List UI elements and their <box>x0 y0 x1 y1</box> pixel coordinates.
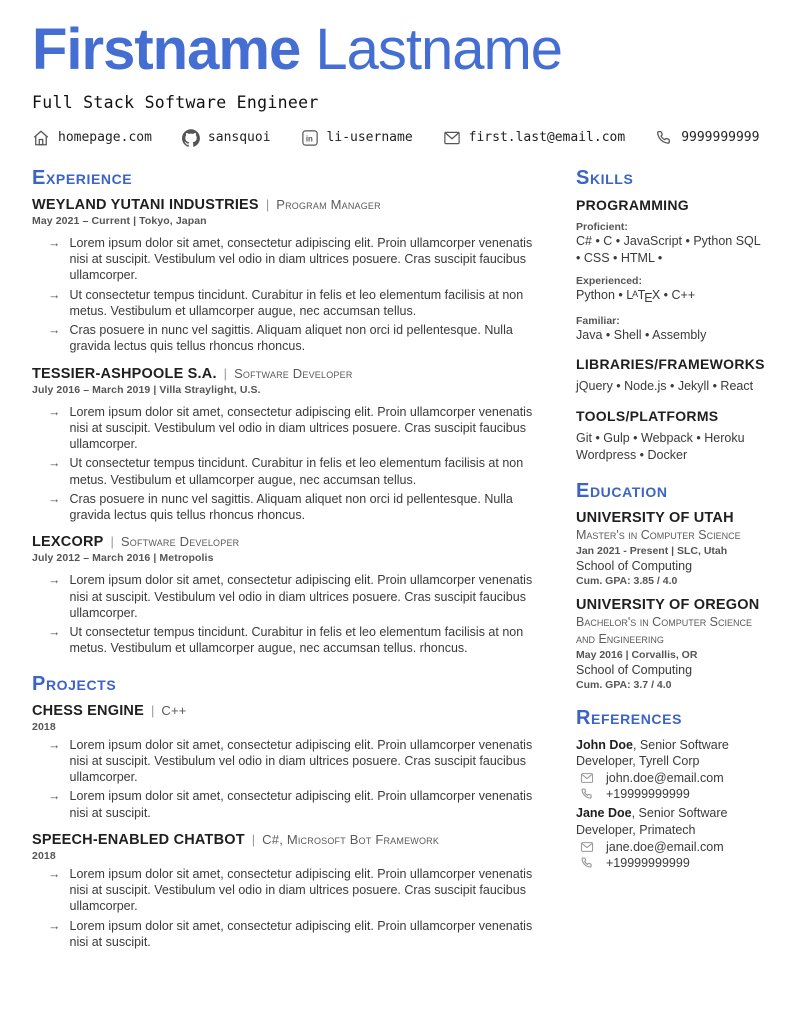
experience-entry <box>32 197 550 355</box>
latex-logo-x: X <box>651 287 661 302</box>
education-entry <box>576 597 768 691</box>
degree: Master's in Computer Science <box>576 528 741 543</box>
arrow-bullet-icon: → <box>48 235 61 250</box>
contact-text: homepage.com <box>58 130 152 146</box>
arrow-bullet-icon: → <box>48 323 61 338</box>
department: School of Computing <box>576 559 693 574</box>
familiar-label: Familiar: <box>576 314 620 327</box>
bullet-item <box>48 737 550 786</box>
reference-email <box>576 840 768 854</box>
date-location: July 2016 – March 2019 | Villa Straylight, U.S. <box>32 383 261 396</box>
project-entry <box>32 832 550 950</box>
contact-text: li-username <box>326 130 413 146</box>
skills-group-programming: PROGRAMMING <box>576 196 689 213</box>
first-name: Firstname <box>32 17 301 82</box>
candidate-name <box>32 17 768 82</box>
department: School of Computing <box>576 662 693 677</box>
contact-text: first.last@email.com <box>468 130 626 146</box>
education-section <box>576 480 768 691</box>
date-location: July 2012 – March 2016 | Metropolis <box>32 552 214 565</box>
reference-phone-text: +19999999999 <box>606 855 690 870</box>
contact-github[interactable] <box>182 129 271 147</box>
email-icon <box>443 129 461 147</box>
education-heading: Education <box>576 480 668 503</box>
bullet-text: Ut consectetur tempus tincidunt. Curabitur in felis et leo elementum facilisis at non metus. Vestibulum et ullamcorper augue, nec accumsan tellus. rhoncus. <box>69 625 524 656</box>
bullet-item <box>48 866 550 915</box>
bullet-item <box>48 918 550 951</box>
bullet-item <box>48 322 550 355</box>
bullet-item <box>48 455 550 488</box>
experience-entry <box>32 534 550 656</box>
skills-group-tools: TOOLS/PLATFORMS <box>576 408 719 425</box>
bullet-text: Lorem ipsum dolor sit amet, consectetur adipiscing elit. Proin ullamcorper venenatis nisi at suscipit. Vestibulum vel odio in diam ultrices posuere. Cras suscipit faucibus ullamcorper. <box>69 866 533 914</box>
bullet-text: Lorem ipsum dolor sit amet, consectetur adipiscing elit. Proin ullamcorper venenatis nisi at suscipit. <box>69 789 533 820</box>
bullet-item <box>48 404 550 453</box>
bullet-text: Lorem ipsum dolor sit amet, consectetur adipiscing elit. Proin ullamcorper venenatis nisi at suscipit. Vestibulum vel odio in diam ultrices posuere. Cras suscipit faucibus ullamcorper. <box>69 235 533 283</box>
arrow-bullet-icon: → <box>48 573 61 588</box>
resume-header <box>32 17 768 147</box>
reference-phone <box>576 856 768 870</box>
experienced-skills <box>576 287 768 307</box>
reference-email-text: john.doe@email.com <box>606 771 724 786</box>
reference-entry <box>576 805 768 870</box>
arrow-bullet-icon: → <box>48 456 61 471</box>
linkedin-icon <box>301 129 319 147</box>
experienced-label: Experienced: <box>576 274 642 287</box>
home-icon <box>32 129 50 147</box>
project-year: 2018 <box>32 720 56 733</box>
bullet-item <box>48 491 550 524</box>
company-name: WEYLAND YUTANI INDUSTRIES <box>32 196 259 213</box>
project-tech: C++ <box>161 702 187 718</box>
projects-heading: Projects <box>32 672 117 695</box>
company-name: LEXCORP <box>32 534 104 551</box>
left-column <box>32 167 550 961</box>
contact-phone[interactable] <box>655 129 759 147</box>
svg-text:in: in <box>305 134 313 144</box>
arrow-bullet-icon: → <box>48 491 61 506</box>
bullet-item <box>48 235 550 284</box>
skills-group-libraries: LIBRARIES/FRAMEWORKS <box>576 356 765 373</box>
project-title: CHESS ENGINE <box>32 702 144 719</box>
bullet-item <box>48 624 550 657</box>
education-dates: Jan 2021 - Present | SLC, Utah <box>576 545 728 558</box>
experience-entry <box>32 366 550 524</box>
last-name: Lastname <box>315 17 563 82</box>
email-icon <box>580 771 594 785</box>
arrow-bullet-icon: → <box>48 918 61 933</box>
skill-text-part: • C++ <box>660 287 696 302</box>
bullet-text: Ut consectetur tempus tincidunt. Curabitur in felis et leo elementum facilisis at non metus. Vestibulum et ullamcorper augue, nec accumsan tellus. <box>69 456 524 487</box>
project-entry <box>32 703 550 821</box>
bullet-text: Cras posuere in nunc vel sagittis. Aliquam aliquet non orci id pellentesque. Nulla gravida lectus quis tellus rhoncus rhoncus. <box>69 323 513 354</box>
contact-text: sansquoi <box>207 130 271 146</box>
project-tech: C#, Microsoft Bot Framework <box>262 831 440 847</box>
bullet-item <box>48 572 550 621</box>
github-icon <box>182 129 200 147</box>
arrow-bullet-icon: → <box>48 287 61 302</box>
references-heading: References <box>576 706 683 729</box>
separator: | <box>265 196 270 212</box>
education-dates: May 2016 | Corvallis, OR <box>576 648 698 661</box>
skills-heading: Skills <box>576 166 634 189</box>
skill-text-part: Python • L <box>576 287 634 302</box>
separator: | <box>251 831 256 847</box>
degree: Bachelor's in Computer Science and Engineering <box>576 615 753 646</box>
references-section <box>576 707 768 870</box>
phone-icon <box>580 856 594 870</box>
reference-name: John Doe <box>576 737 633 752</box>
arrow-bullet-icon: → <box>48 866 61 881</box>
contact-homepage[interactable] <box>32 129 152 147</box>
latex-logo-t: T <box>637 287 646 302</box>
skills-section <box>576 167 768 464</box>
tools-skills: Git • Gulp • Webpack • Heroku Wordpress • Docker <box>576 431 745 463</box>
job-title: Full Stack Software Engineer <box>32 92 319 112</box>
familiar-skills: Java • Shell • Assembly <box>576 327 707 342</box>
company-name: TESSIER-ASHPOOLE S.A. <box>32 365 217 382</box>
gpa: Cum. GPA: 3.7 / 4.0 <box>576 678 672 691</box>
bullet-text: Ut consectetur tempus tincidunt. Curabitur in felis et leo elementum facilisis at non metus. Vestibulum et ullamcorper augue, nec accumsan tellus. <box>69 287 524 318</box>
latex-logo-a: A <box>632 288 639 299</box>
proficient-skills: C# • C • JavaScript • Python SQL • CSS • HTML • <box>576 233 761 265</box>
bullet-text: Lorem ipsum dolor sit amet, consectetur adipiscing elit. Proin ullamcorper venenatis nisi at suscipit. Vestibulum vel odio in diam ultrices posuere. Cras suscipit faucibus ullamcorper. <box>69 573 533 620</box>
bullet-text: Cras posuere in nunc vel sagittis. Aliquam aliquet non orci id pellentesque. Nulla gravida lectus quis tellus rhoncus rhoncus. <box>69 491 513 523</box>
project-title: SPEECH-ENABLED CHATBOT <box>32 831 245 848</box>
separator: | <box>223 365 228 381</box>
reference-name: Jane Doe <box>576 806 632 821</box>
bullet-text: Lorem ipsum dolor sit amet, consectetur adipiscing elit. Proin ullamcorper venenatis nisi at suscipit. Vestibulum vel odio in diam ultrices posuere. Cras suscipit faucibus ullamcorper. <box>69 404 533 452</box>
gpa: Cum. GPA: 3.85 / 4.0 <box>576 575 678 588</box>
reference-entry <box>576 737 768 802</box>
bullet-item <box>48 788 550 821</box>
arrow-bullet-icon: → <box>48 404 61 419</box>
experience-section <box>32 167 550 657</box>
reference-phone <box>576 787 768 801</box>
reference-phone-text: +19999999999 <box>606 787 690 802</box>
separator: | <box>110 534 114 550</box>
resume-body <box>32 167 768 961</box>
libraries-skills: jQuery • Node.js • Jekyll • React <box>576 379 754 394</box>
separator: | <box>150 702 155 718</box>
contact-linkedin[interactable] <box>301 129 413 147</box>
bullet-item <box>48 287 550 320</box>
email-icon <box>580 840 594 854</box>
right-column <box>576 167 768 961</box>
bullet-text: Lorem ipsum dolor sit amet, consectetur adipiscing elit. Proin ullamcorper venenatis nisi at suscipit. Vestibulum vel odio in diam ultrices posuere. Cras suscipit faucibus ullamcorper. <box>69 737 533 785</box>
school-name: UNIVERSITY OF OREGON <box>576 597 760 614</box>
role-title: Software Developer <box>234 365 353 381</box>
role-title: Program Manager <box>276 196 381 212</box>
reference-email <box>576 771 768 785</box>
proficient-label: Proficient: <box>576 220 628 233</box>
contact-row <box>32 129 768 147</box>
reference-desc: , Senior Software Developer, Tyrell Corp <box>576 737 729 769</box>
date-location: May 2021 – Current | Tokyo, Japan <box>32 214 207 227</box>
education-entry <box>576 510 768 587</box>
arrow-bullet-icon: → <box>48 625 61 640</box>
arrow-bullet-icon: → <box>48 789 61 804</box>
bullet-text: Lorem ipsum dolor sit amet, consectetur adipiscing elit. Proin ullamcorper venenatis nisi at suscipit. <box>69 918 533 949</box>
projects-section <box>32 673 550 951</box>
phone-icon <box>655 129 673 147</box>
arrow-bullet-icon: → <box>48 737 61 752</box>
latex-logo-e: E <box>644 290 653 305</box>
project-year: 2018 <box>32 849 56 862</box>
experience-heading: Experience <box>32 166 133 189</box>
reference-email-text: jane.doe@email.com <box>606 839 724 854</box>
role-title: Software Developer <box>120 534 240 550</box>
reference-desc: , Senior Software Developer, Primatech <box>576 806 728 837</box>
contact-email[interactable] <box>443 129 626 147</box>
contact-text: 9999999999 <box>681 130 760 146</box>
school-name: UNIVERSITY OF UTAH <box>576 510 734 527</box>
phone-icon <box>580 787 594 801</box>
